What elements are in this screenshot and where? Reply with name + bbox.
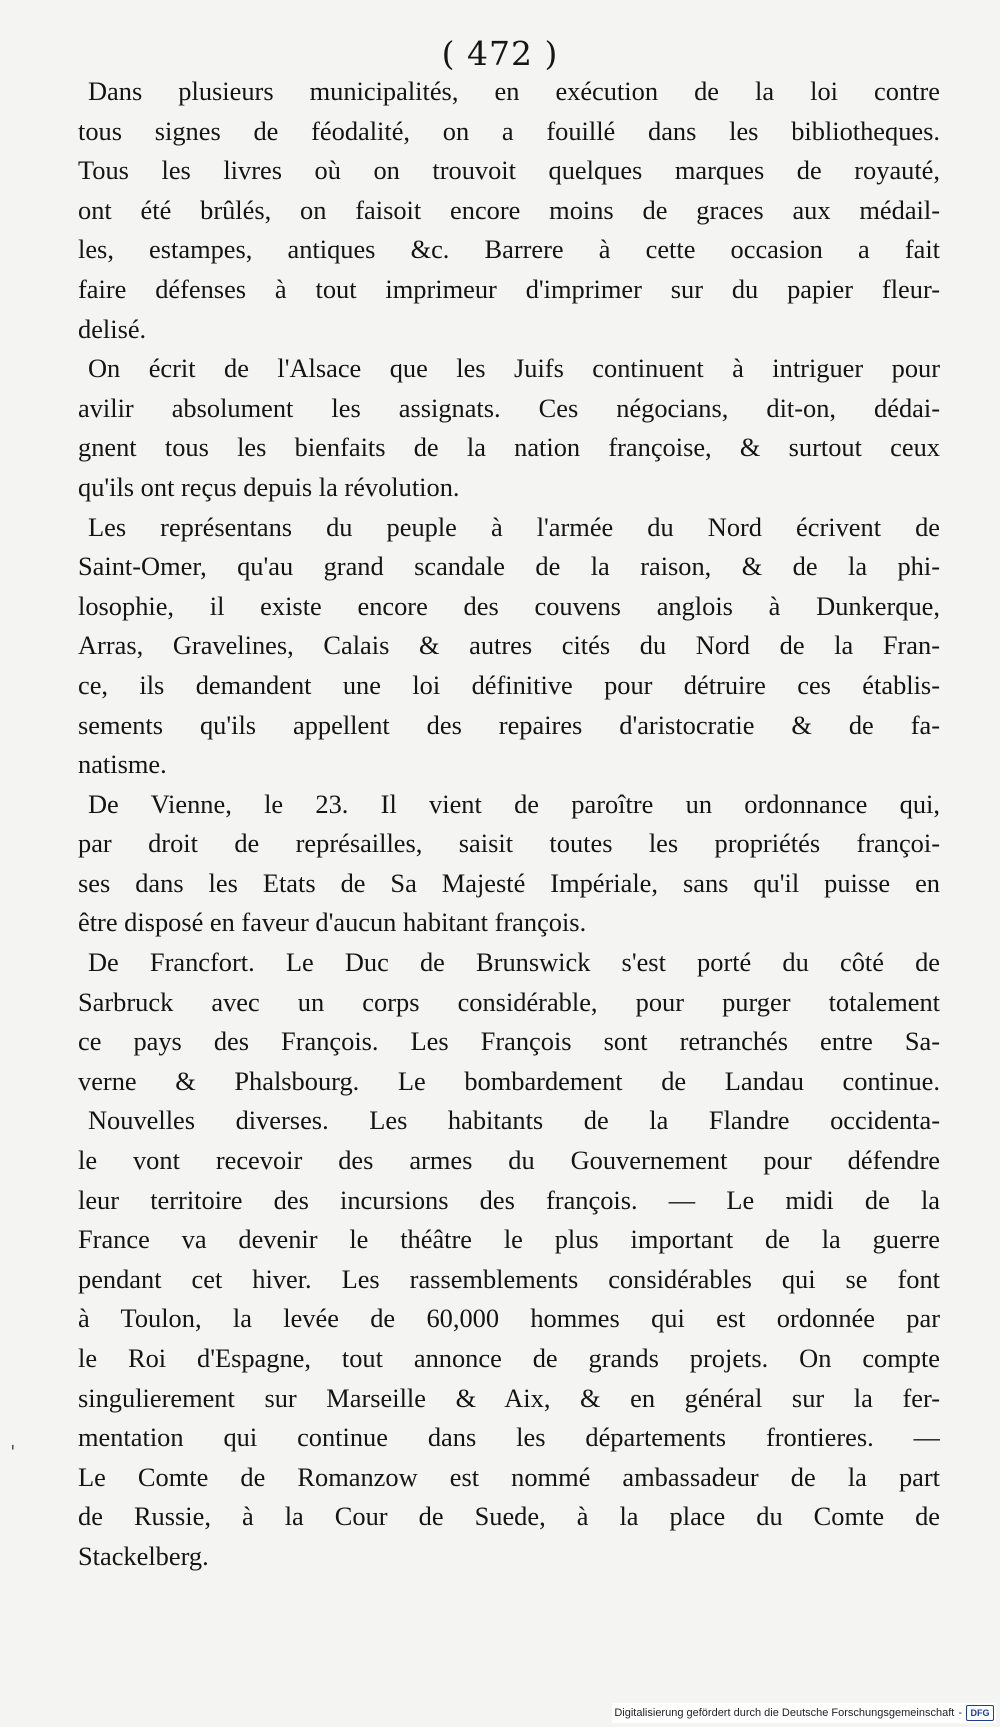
- text-line: sements qu'ils appellent des repaires d'aristocratie & de fa-: [78, 709, 940, 740]
- text-line: De Francfort. Le Duc de Brunswick s'est porté du côté de: [88, 947, 940, 978]
- text-line: tous signes de féodalité, on a fouillé dans les bibliotheques.: [78, 115, 940, 146]
- text-line: ce, ils demandent une loi définitive pour détruire ces établis-: [78, 669, 940, 700]
- text-line: avilir absolument les assignats. Ces négocians, dit-on, dédai-: [78, 392, 940, 423]
- text-line: Stackelberg.: [78, 1540, 209, 1571]
- text-line: pendant cet hiver. Les rassemblements considérables qui se font: [78, 1263, 940, 1294]
- text-line: losophie, il existe encore des couvens anglois à Dunkerque,: [78, 590, 940, 621]
- text-line: On écrit de l'Alsace que les Juifs continuent à intriguer pour: [88, 353, 940, 384]
- text-line: leur territoire des incursions des françois. — Le midi de la: [78, 1184, 940, 1215]
- text-line: Le Comte de Romanzow est nommé ambassadeur de la part: [78, 1461, 940, 1492]
- text-line: le vont recevoir des armes du Gouvernement pour défendre: [78, 1145, 940, 1176]
- text-line: de Russie, à la Cour de Suede, à la place du Comte de: [78, 1501, 940, 1532]
- margin-mark: ˌ: [10, 1428, 16, 1452]
- text-line: à Toulon, la levée de 60,000 hommes qui est ordonnée par: [78, 1303, 940, 1334]
- text-line: Dans plusieurs municipalités, en exécution de la loi contre: [88, 76, 940, 106]
- text-line: Saint-Omer, qu'au grand scandale de la raison, & de la phi-: [78, 551, 940, 582]
- body-text: [78, 72, 940, 1577]
- text-line: par droit de représailles, saisit toutes les propriétés françoi-: [78, 828, 940, 859]
- text-line: gnent tous les bienfaits de la nation françoise, & surtout ceux: [78, 432, 940, 463]
- text-line: verne & Phalsbourg. Le bombardement de Landau continue.: [78, 1065, 940, 1096]
- footer-separator: -: [958, 1707, 962, 1719]
- text-line: Les représentans du peuple à l'armée du Nord écrivent de: [88, 511, 940, 542]
- digitization-footer: [612, 1703, 996, 1723]
- text-line: singulierement sur Marseille & Aix, & en général sur la fer-: [78, 1382, 940, 1413]
- text-line: les, estampes, antiques &c. Barrere à cette occasion a fait: [78, 234, 940, 265]
- text-line: qu'ils ont reçus depuis la révolution.: [78, 471, 460, 502]
- text-line: Arras, Gravelines, Calais & autres cités du Nord de la Fran-: [78, 630, 940, 661]
- text-line: ont été brûlés, on faisoit encore moins de graces aux médail-: [78, 194, 940, 225]
- text-line: ses dans les Etats de Sa Majesté Impériale, sans qu'il puisse en: [78, 867, 940, 898]
- text-line: ce pays des François. Les François sont retranchés entre Sa-: [78, 1026, 940, 1057]
- text-line: Tous les livres où on trouvoit quelques marques de royauté,: [78, 155, 940, 186]
- text-line: être disposé en faveur d'aucun habitant françois.: [78, 907, 587, 938]
- page-number: ( 472 ): [441, 34, 559, 73]
- text-line: mentation qui continue dans les départements frontieres. —: [78, 1422, 940, 1453]
- text-line: faire défenses à tout imprimeur d'imprimer sur du papier fleur-: [78, 273, 940, 304]
- text-line: Nouvelles diverses. Les habitants de la Flandre occidenta-: [88, 1105, 940, 1136]
- text-line: natisme.: [78, 749, 167, 780]
- text-line: France va devenir le théâtre le plus important de la guerre: [78, 1224, 940, 1255]
- footer-text: Digitalisierung gefördert durch die Deutsche Forschungsgemeinschaft: [614, 1707, 955, 1719]
- text-line: Sarbruck avec un corps considérable, pour purger totalement: [78, 986, 940, 1017]
- dfg-logo-icon: DFG: [966, 1705, 994, 1721]
- text-line: delisé.: [78, 313, 147, 344]
- text-line: De Vienne, le 23. Il vient de paroître un ordonnance qui,: [88, 788, 940, 819]
- text-line: le Roi d'Espagne, tout annonce de grands projets. On compte: [78, 1343, 940, 1373]
